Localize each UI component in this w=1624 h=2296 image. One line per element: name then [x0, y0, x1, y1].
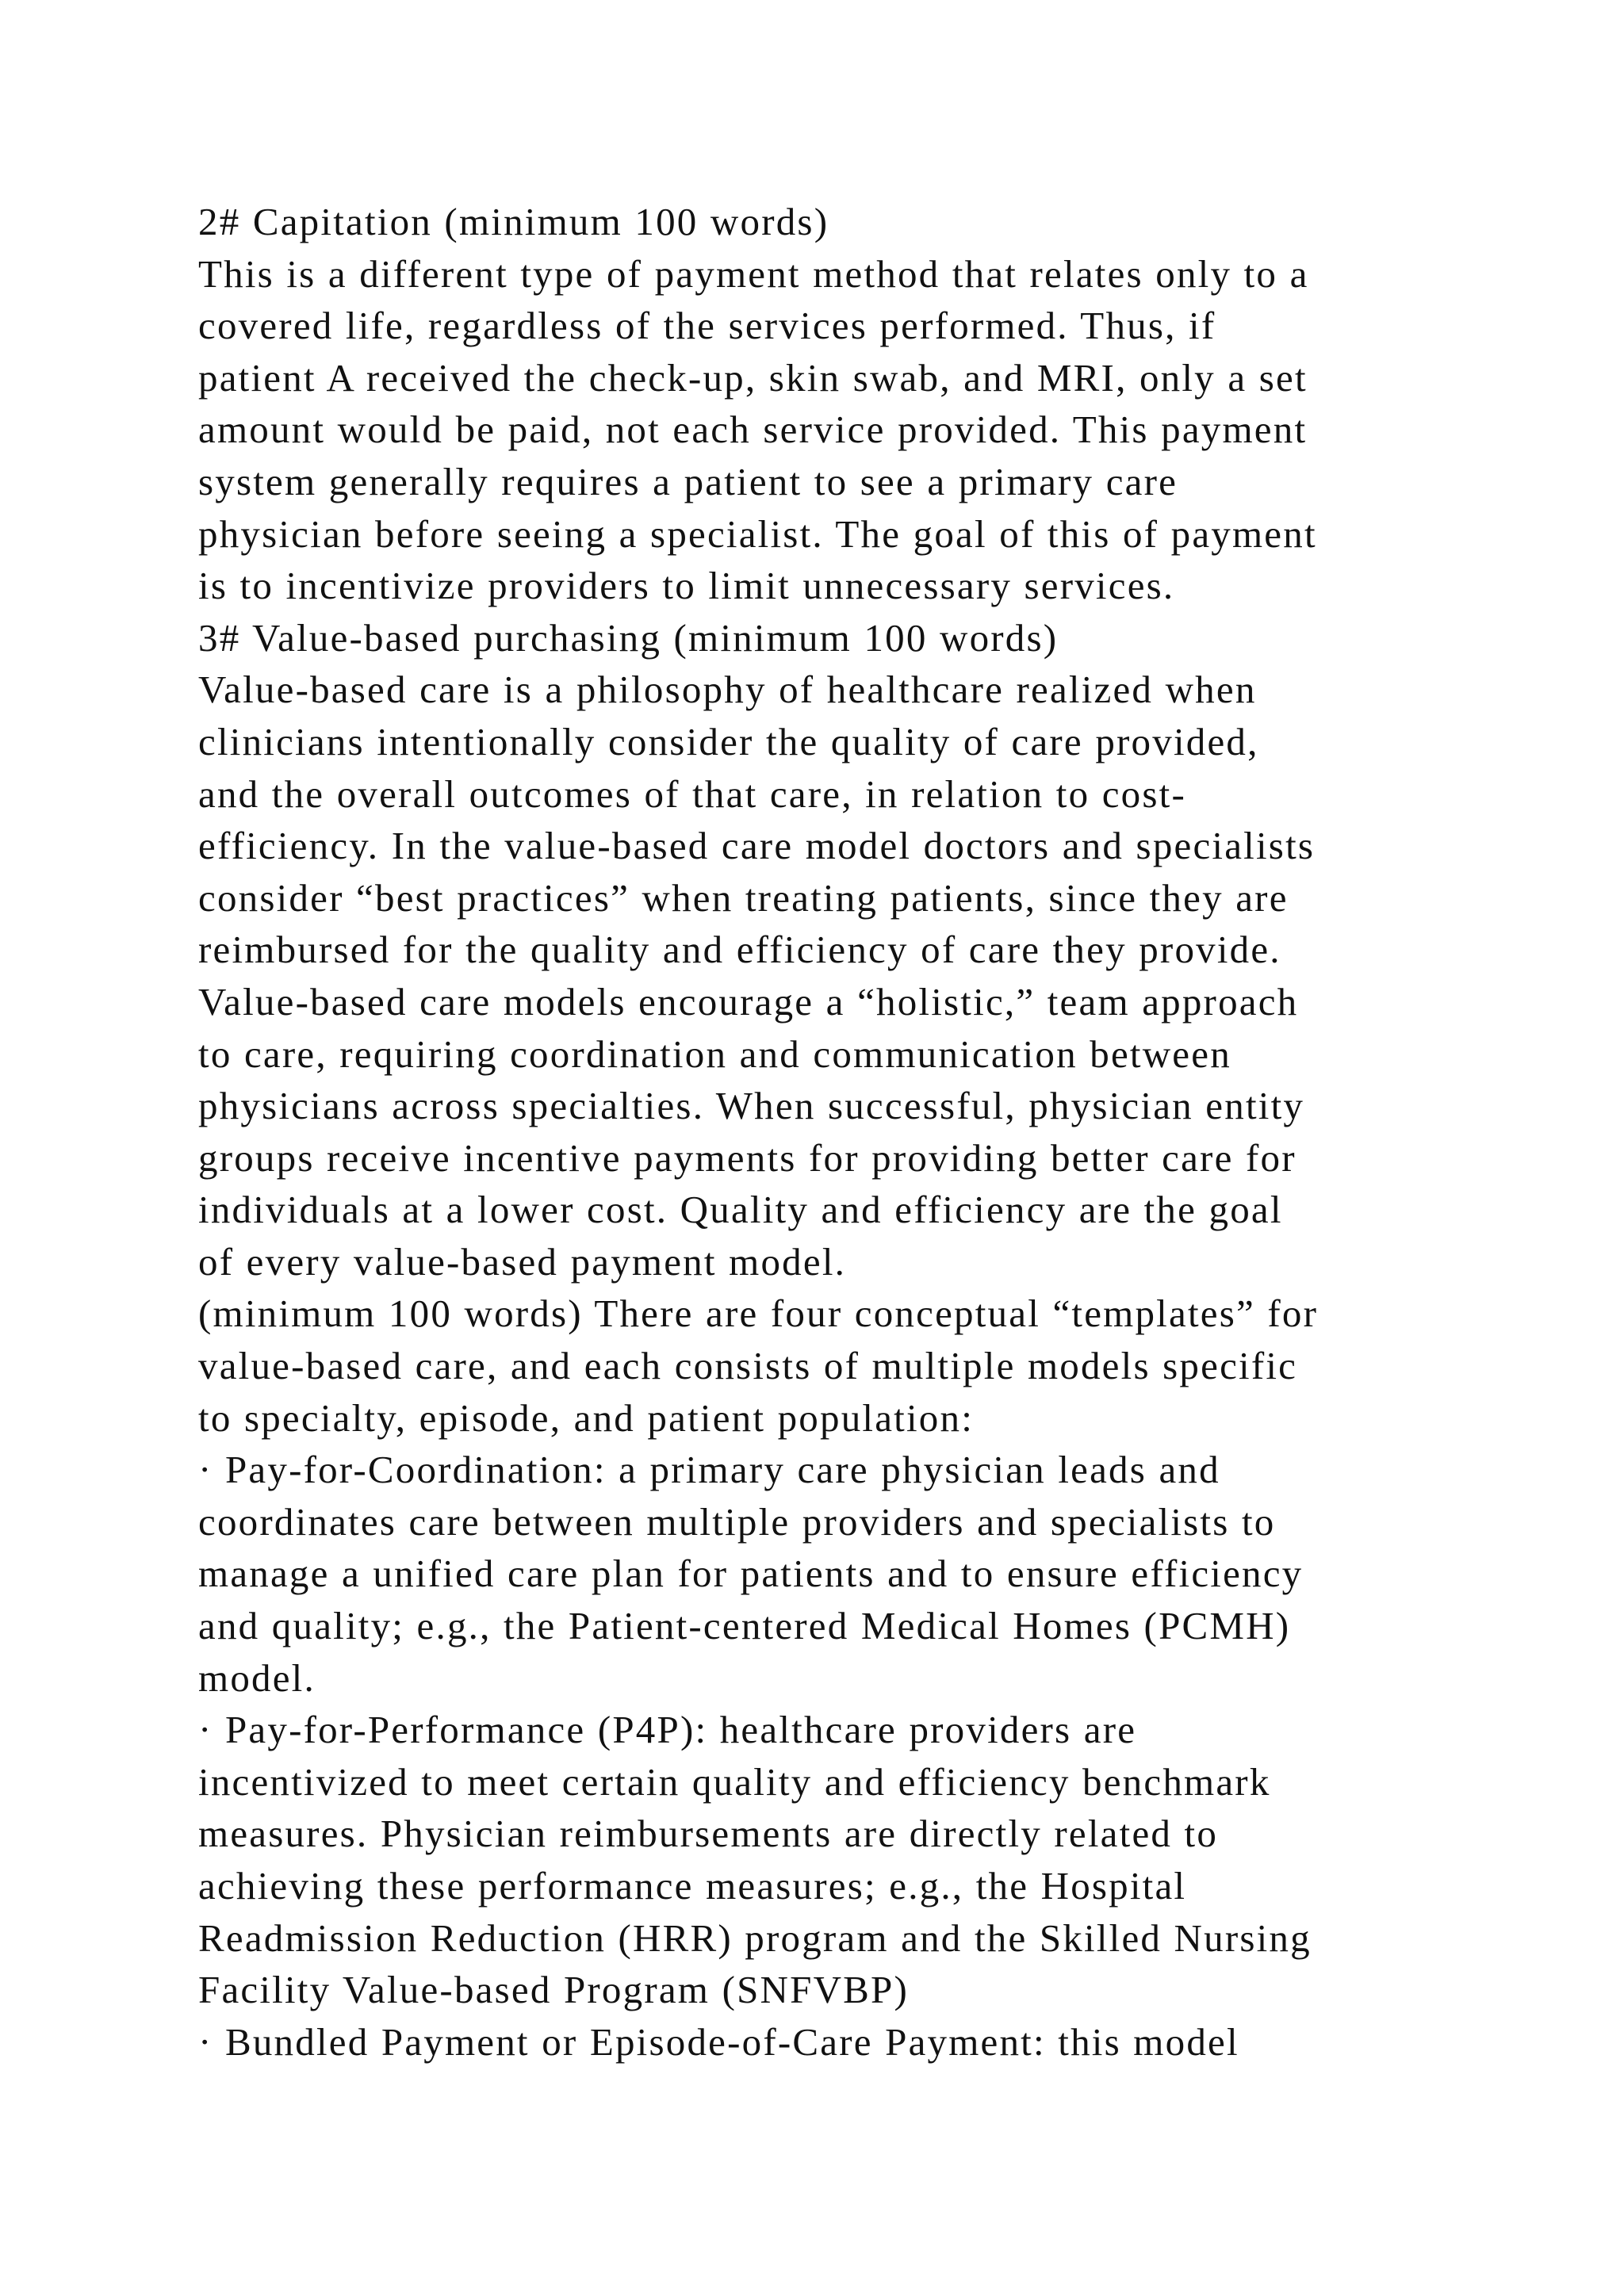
text-line: amount would be paid, not each service provided. This payment — [198, 408, 1308, 452]
text-line: Value-based care models encourage a “holistic,” team approach — [198, 979, 1299, 1024]
text-line: efficiency. In the value-based care model doctors and specialists — [198, 824, 1316, 868]
text-line: physician before seeing a specialist. The goal of this of payment — [198, 511, 1317, 556]
text-line: clinicians intentionally consider the quality of care provided, — [198, 719, 1259, 763]
text-line: incentivized to meet certain quality and efficiency benchmark — [198, 1759, 1271, 1804]
text-line: system generally requires a patient to see a primary care — [198, 459, 1178, 503]
heading-value-based-purchasing: 3# Value-based purchasing (minimum 100 words) — [198, 615, 1059, 660]
text-line: reimbursed for the quality and efficiency of care they provide. — [198, 928, 1281, 972]
text-line: manage a unified care plan for patients and to ensure efficiency — [198, 1552, 1304, 1596]
text-line: Facility Value-based Program (SNFVBP) — [198, 1968, 910, 2012]
bullet-bundled-payment: · Bundled Payment or Episode-of-Care Payment: this model — [198, 2019, 1239, 2064]
text-line: model. — [198, 1655, 316, 1700]
text-line: (minimum 100 words) There are four conceptual “templates” for — [198, 1292, 1319, 1336]
text-line: coordinates care between multiple providers and specialists to — [198, 1499, 1276, 1544]
text-line: to specialty, episode, and patient population: — [198, 1395, 975, 1440]
text-line: and quality; e.g., the Patient-centered Medical Homes (PCMH) — [198, 1604, 1291, 1648]
text-line: This is a different type of payment method that relates only to a — [198, 251, 1309, 296]
document-body — [198, 196, 1483, 2068]
text-line: consider “best practices” when treating patients, since they are — [198, 875, 1289, 920]
heading-capitation: 2# Capitation (minimum 100 words) — [198, 200, 829, 243]
text-line: Value-based care is a philosophy of healthcare realized when — [198, 668, 1257, 712]
text-line: covered life, regardless of the services performed. Thus, if — [198, 304, 1216, 348]
text-line: Readmission Reduction (HRR) program and the Skilled Nursing — [198, 1915, 1312, 1960]
text-line: to care, requiring coordination and communication between — [198, 1031, 1231, 1076]
text-line: patient A received the check-up, skin swab, and MRI, only a set — [198, 355, 1308, 400]
bullet-pay-for-coordination: · Pay-for-Coordination: a primary care physician leads and — [198, 1448, 1220, 1492]
text-line: value-based care, and each consists of multiple models specific — [198, 1344, 1298, 1388]
text-line: of every value-based payment model. — [198, 1239, 847, 1284]
text-line: achieving these performance measures; e.g., the Hospital — [198, 1864, 1187, 1908]
text-line: individuals at a lower cost. Quality and efficiency are the goal — [198, 1188, 1283, 1232]
bullet-pay-for-performance: · Pay-for-Performance (P4P): healthcare providers are — [198, 1708, 1137, 1752]
text-line: measures. Physician reimbursements are directly related to — [198, 1812, 1219, 1856]
text-line: and the overall outcomes of that care, in relation to cost- — [198, 771, 1186, 816]
text-line: physicians across specialties. When successful, physician entity — [198, 1084, 1305, 1128]
text-line: is to incentivize providers to limit unnecessary services. — [198, 564, 1175, 608]
text-line: groups receive incentive payments for providing better care for — [198, 1135, 1297, 1180]
